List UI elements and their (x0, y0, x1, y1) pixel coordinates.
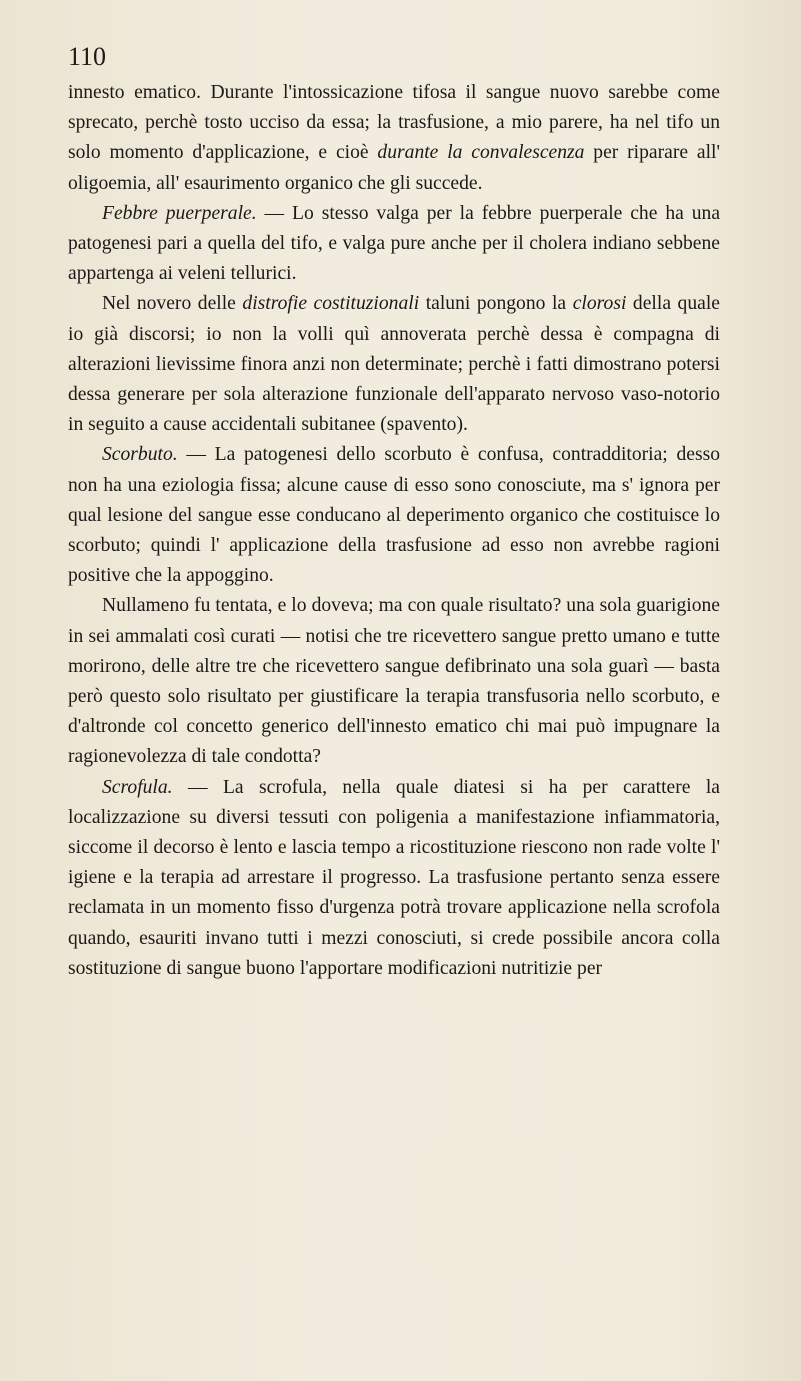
paragraph (68, 289, 720, 440)
italic-text: Scrofula. (102, 776, 173, 798)
text-run: — Lo stesso valga per la febbre puerperale che ha una patogenesi pari a quella del tifo, e valga pure anche per il cholera indiano sebbene appartenga ai veleni tellurici. (68, 202, 721, 285)
text-run: della quale io già discorsi; io non la volli quì annoverata perchè dessa è compagna di alterazioni lievissime finora anzi non determinate; perchè i fatti dimostrano potersi dessa generare per sola alterazione funzionale dell'apparato nervoso vaso-notorio in seguito a cause accidentali subitanee (spavento). (68, 293, 720, 436)
paragraph (68, 591, 720, 772)
italic-text: Scorbuto. (102, 444, 178, 466)
text-run: Nullameno fu tentata, e lo doveva; ma con quale risultato? una sola guarigione in sei ammalati così curati — notisi che tre ricevettero sangue pretto umano e tutte morirono, delle altre tre che ricevettero sangue defibrinato una sola guarì — basta però questo solo risultato per giustificare la terapia transfusoria nello scorbuto, e d'altronde col concetto generico dell'innesto ematico chi mai può impugnare la ragionevolezza di tale condotta? (68, 595, 720, 768)
text-run: Nel novero delle (102, 293, 243, 315)
text-run: per riparare all' oligoemia, all' esaurimento organico che gli succede. (68, 142, 720, 194)
italic-text: distrofie costituzionali (242, 293, 420, 315)
italic-text: Febbre puerperale. (102, 202, 257, 224)
text-run: — La patogenesi dello scorbuto è confusa, contradditoria; desso non ha una eziologia fissa; alcune cause di esso sono conosciute, ma s' ignora per qual lesione del sangue esse conducano al deperimento organico che costituisce lo scorbuto; quindi l' applicazione della trasfusione ad esso non avrebbe ragioni positive che la appoggino. (68, 444, 720, 587)
italic-text: clorosi (572, 293, 627, 315)
italic-text: durante la convalescenza (377, 142, 585, 164)
paragraph (68, 773, 720, 984)
paragraph (68, 78, 720, 199)
page-number: 110 (68, 42, 107, 71)
paragraph (68, 199, 720, 290)
text-run: — La scrofula, nella quale diatesi si ha per carattere la localizzazione su diversi tessuti con poligenia a manifestazione infiammatoria, siccome il decorso è lento e lascia tempo a ricostituzione riescono non rade volte l' igiene e la terapia ad arrestare il progresso. La trasfusione pertanto senza essere reclamata in un momento fisso d'urgenza potrà trovare applicazione nella scrofola quando, esauriti invano tutti i mezzi conosciuti, si crede possibile ancora colla sostituzione di sangue buono l'apportare modificazioni nutritizie per (68, 776, 720, 979)
paragraph (68, 440, 720, 591)
text-run: taluni pongono la (419, 293, 573, 315)
text-run: innesto ematico. Durante l'intossicazione tifosa il sangue nuovo sarebbe come sprecato, perchè tosto ucciso da essa; la trasfusione, a mio parere, ha nel tifo un solo momento d'applicazione, e cioè (68, 82, 720, 164)
body-text (68, 78, 720, 984)
